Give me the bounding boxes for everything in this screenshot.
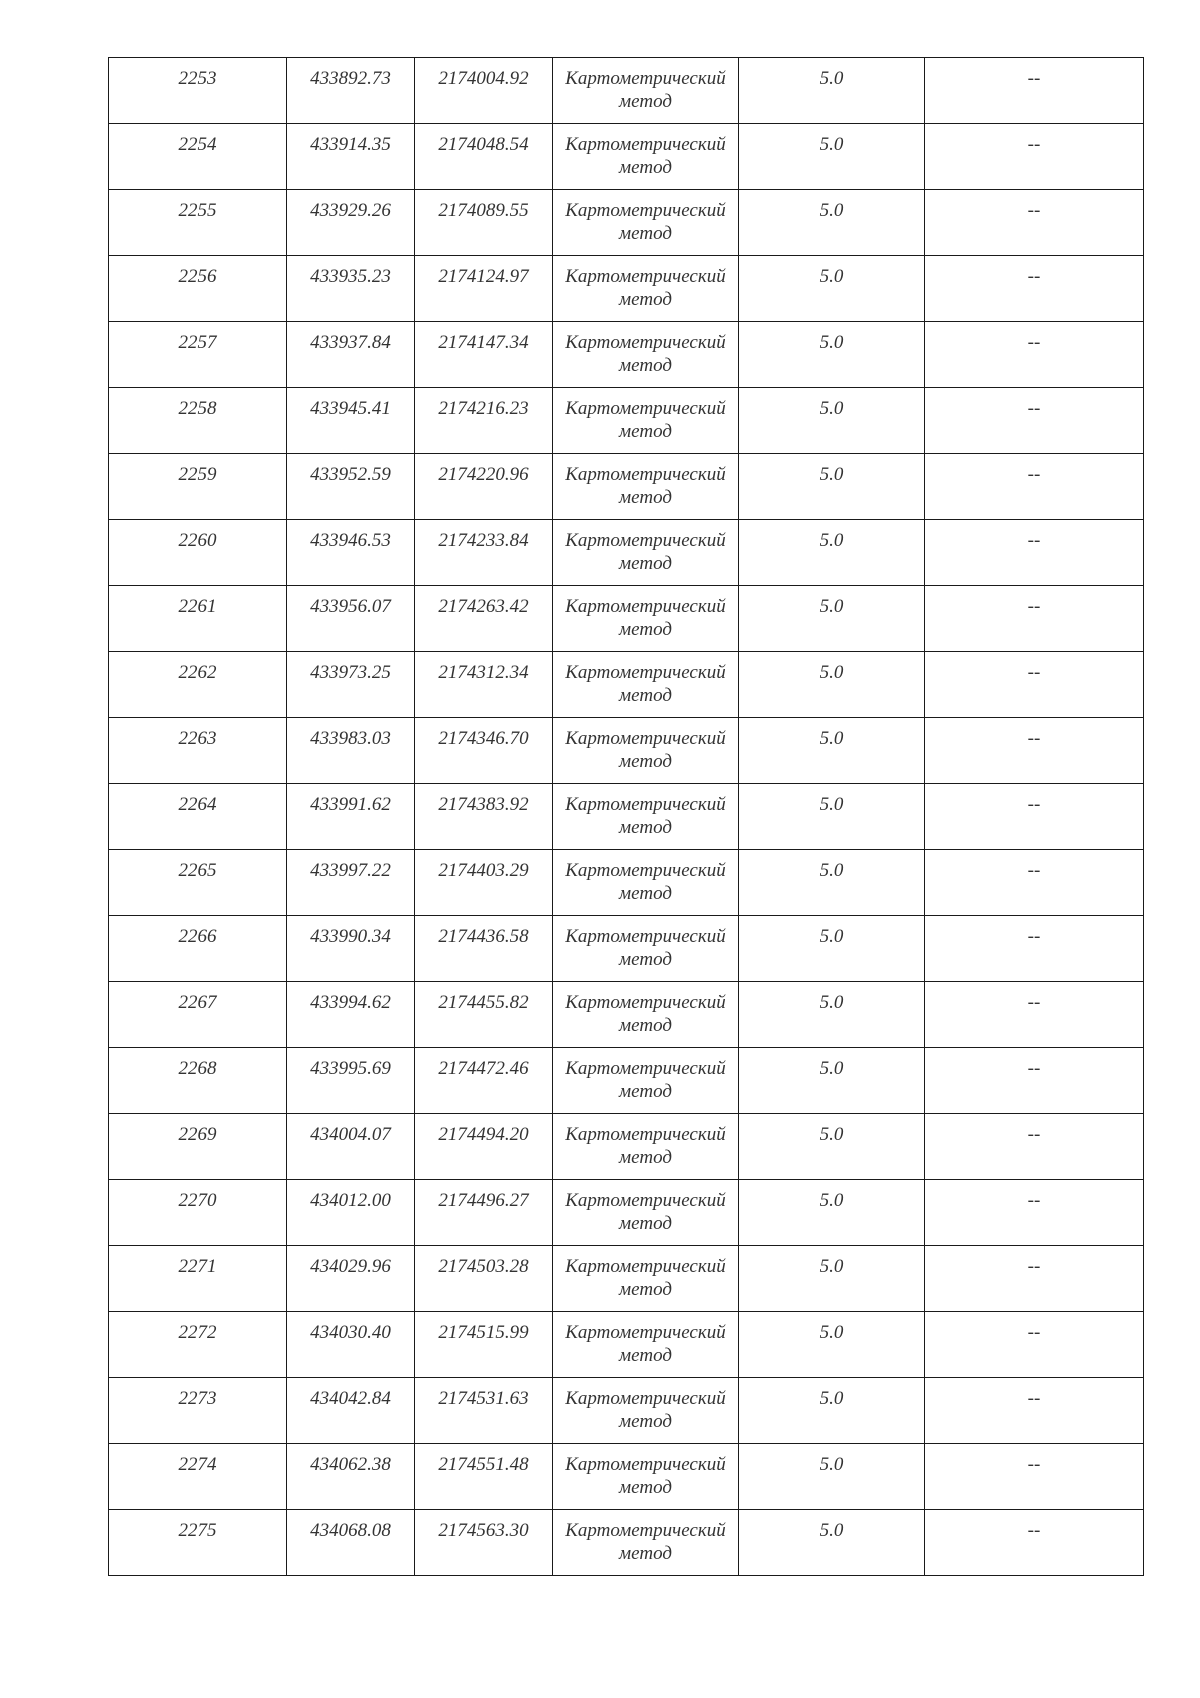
x-coordinate-cell: 433983.03 [287, 718, 415, 784]
y-coordinate-cell: 2174436.58 [415, 916, 553, 982]
x-coordinate-cell: 433946.53 [287, 520, 415, 586]
y-coordinate-cell: 2174263.42 [415, 586, 553, 652]
point-number-cell: 2256 [109, 256, 287, 322]
point-number-cell: 2267 [109, 982, 287, 1048]
method-cell [553, 850, 739, 916]
y-coordinate-cell: 2174503.28 [415, 1246, 553, 1312]
x-coordinate-cell: 433994.62 [287, 982, 415, 1048]
table-row [109, 454, 1144, 520]
table-row [109, 784, 1144, 850]
note-cell: -- [925, 256, 1144, 322]
y-coordinate-cell: 2174472.46 [415, 1048, 553, 1114]
method-text: Картометрический [565, 926, 726, 947]
point-number-cell: 2265 [109, 850, 287, 916]
y-coordinate-cell: 2174233.84 [415, 520, 553, 586]
accuracy-cell: 5.0 [739, 1444, 925, 1510]
note-cell: -- [925, 982, 1144, 1048]
accuracy-cell: 5.0 [739, 1114, 925, 1180]
method-text: метод [619, 1477, 672, 1498]
method-text: Картометрический [565, 860, 726, 881]
table-row [109, 1312, 1144, 1378]
accuracy-cell: 5.0 [739, 850, 925, 916]
x-coordinate-cell: 433892.73 [287, 58, 415, 124]
accuracy-cell: 5.0 [739, 586, 925, 652]
accuracy-cell: 5.0 [739, 982, 925, 1048]
method-text: метод [619, 1345, 672, 1366]
y-coordinate-cell: 2174403.29 [415, 850, 553, 916]
accuracy-cell: 5.0 [739, 1246, 925, 1312]
method-cell [553, 322, 739, 388]
x-coordinate-cell: 434030.40 [287, 1312, 415, 1378]
accuracy-cell: 5.0 [739, 520, 925, 586]
point-number-cell: 2269 [109, 1114, 287, 1180]
table-row [109, 256, 1144, 322]
method-cell [553, 982, 739, 1048]
note-cell: -- [925, 1246, 1144, 1312]
method-cell [553, 124, 739, 190]
table-row [109, 1378, 1144, 1444]
method-text: метод [619, 1015, 672, 1036]
method-cell [553, 454, 739, 520]
method-text: метод [619, 1147, 672, 1168]
note-cell: -- [925, 652, 1144, 718]
method-text: Картометрический [565, 1322, 726, 1343]
note-cell: -- [925, 454, 1144, 520]
method-cell [553, 1378, 739, 1444]
method-text: Картометрический [565, 266, 726, 287]
method-cell [553, 58, 739, 124]
note-cell: -- [925, 586, 1144, 652]
method-text: Картометрический [565, 530, 726, 551]
x-coordinate-cell: 434042.84 [287, 1378, 415, 1444]
method-text: метод [619, 1279, 672, 1300]
method-text: Картометрический [565, 1520, 726, 1541]
x-coordinate-cell: 434062.38 [287, 1444, 415, 1510]
note-cell: -- [925, 190, 1144, 256]
note-cell: -- [925, 520, 1144, 586]
y-coordinate-cell: 2174089.55 [415, 190, 553, 256]
accuracy-cell: 5.0 [739, 1312, 925, 1378]
y-coordinate-cell: 2174147.34 [415, 322, 553, 388]
note-cell: -- [925, 850, 1144, 916]
accuracy-cell: 5.0 [739, 256, 925, 322]
y-coordinate-cell: 2174494.20 [415, 1114, 553, 1180]
accuracy-cell: 5.0 [739, 1510, 925, 1576]
accuracy-cell: 5.0 [739, 388, 925, 454]
note-cell: -- [925, 58, 1144, 124]
method-text: Картометрический [565, 992, 726, 1013]
method-cell [553, 1510, 739, 1576]
table-row [109, 1510, 1144, 1576]
method-text: Картометрический [565, 1388, 726, 1409]
y-coordinate-cell: 2174346.70 [415, 718, 553, 784]
accuracy-cell: 5.0 [739, 1378, 925, 1444]
accuracy-cell: 5.0 [739, 652, 925, 718]
method-cell [553, 388, 739, 454]
accuracy-cell: 5.0 [739, 784, 925, 850]
table-row [109, 520, 1144, 586]
note-cell: -- [925, 1114, 1144, 1180]
method-cell [553, 1048, 739, 1114]
y-coordinate-cell: 2174515.99 [415, 1312, 553, 1378]
method-text: Картометрический [565, 662, 726, 683]
method-text: метод [619, 1543, 672, 1564]
point-number-cell: 2253 [109, 58, 287, 124]
point-number-cell: 2257 [109, 322, 287, 388]
point-number-cell: 2274 [109, 1444, 287, 1510]
note-cell: -- [925, 388, 1144, 454]
y-coordinate-cell: 2174004.92 [415, 58, 553, 124]
method-cell [553, 1312, 739, 1378]
method-cell [553, 1444, 739, 1510]
method-text: Картометрический [565, 134, 726, 155]
point-number-cell: 2272 [109, 1312, 287, 1378]
x-coordinate-cell: 433991.62 [287, 784, 415, 850]
note-cell: -- [925, 1510, 1144, 1576]
note-cell: -- [925, 1444, 1144, 1510]
method-text: метод [619, 157, 672, 178]
method-text: Картометрический [565, 1454, 726, 1475]
x-coordinate-cell: 433914.35 [287, 124, 415, 190]
method-cell [553, 1180, 739, 1246]
method-text: метод [619, 1213, 672, 1234]
x-coordinate-cell: 433935.23 [287, 256, 415, 322]
method-cell [553, 784, 739, 850]
point-number-cell: 2266 [109, 916, 287, 982]
table-row [109, 1114, 1144, 1180]
y-coordinate-cell: 2174124.97 [415, 256, 553, 322]
point-number-cell: 2273 [109, 1378, 287, 1444]
method-cell [553, 256, 739, 322]
accuracy-cell: 5.0 [739, 190, 925, 256]
method-text: Картометрический [565, 464, 726, 485]
table-row [109, 850, 1144, 916]
x-coordinate-cell: 434068.08 [287, 1510, 415, 1576]
table-row [109, 1444, 1144, 1510]
method-cell [553, 1246, 739, 1312]
point-number-cell: 2264 [109, 784, 287, 850]
note-cell: -- [925, 1048, 1144, 1114]
accuracy-cell: 5.0 [739, 1048, 925, 1114]
accuracy-cell: 5.0 [739, 58, 925, 124]
method-text: метод [619, 883, 672, 904]
y-coordinate-cell: 2174312.34 [415, 652, 553, 718]
point-number-cell: 2255 [109, 190, 287, 256]
accuracy-cell: 5.0 [739, 1180, 925, 1246]
method-text: метод [619, 1411, 672, 1432]
point-number-cell: 2254 [109, 124, 287, 190]
note-cell: -- [925, 1312, 1144, 1378]
accuracy-cell: 5.0 [739, 454, 925, 520]
point-number-cell: 2259 [109, 454, 287, 520]
method-cell [553, 586, 739, 652]
method-text: Картометрический [565, 332, 726, 353]
table-row [109, 1048, 1144, 1114]
method-text: метод [619, 1081, 672, 1102]
x-coordinate-cell: 433973.25 [287, 652, 415, 718]
y-coordinate-cell: 2174220.96 [415, 454, 553, 520]
method-cell [553, 916, 739, 982]
table-row [109, 652, 1144, 718]
point-number-cell: 2271 [109, 1246, 287, 1312]
method-text: метод [619, 751, 672, 772]
note-cell: -- [925, 784, 1144, 850]
y-coordinate-cell: 2174531.63 [415, 1378, 553, 1444]
method-cell [553, 718, 739, 784]
method-cell [553, 652, 739, 718]
x-coordinate-cell: 433937.84 [287, 322, 415, 388]
method-text: Картометрический [565, 200, 726, 221]
table-row [109, 718, 1144, 784]
point-number-cell: 2275 [109, 1510, 287, 1576]
note-cell: -- [925, 718, 1144, 784]
y-coordinate-cell: 2174563.30 [415, 1510, 553, 1576]
method-cell [553, 1114, 739, 1180]
table-row [109, 190, 1144, 256]
y-coordinate-cell: 2174383.92 [415, 784, 553, 850]
method-text: метод [619, 685, 672, 706]
method-text: метод [619, 91, 672, 112]
method-text: метод [619, 223, 672, 244]
accuracy-cell: 5.0 [739, 322, 925, 388]
accuracy-cell: 5.0 [739, 124, 925, 190]
table-row [109, 586, 1144, 652]
y-coordinate-cell: 2174551.48 [415, 1444, 553, 1510]
point-number-cell: 2268 [109, 1048, 287, 1114]
point-number-cell: 2270 [109, 1180, 287, 1246]
point-number-cell: 2263 [109, 718, 287, 784]
method-text: метод [619, 487, 672, 508]
y-coordinate-cell: 2174048.54 [415, 124, 553, 190]
x-coordinate-cell: 434029.96 [287, 1246, 415, 1312]
x-coordinate-cell: 433997.22 [287, 850, 415, 916]
point-number-cell: 2262 [109, 652, 287, 718]
table-row [109, 322, 1144, 388]
method-text: метод [619, 553, 672, 574]
note-cell: -- [925, 322, 1144, 388]
y-coordinate-cell: 2174496.27 [415, 1180, 553, 1246]
point-number-cell: 2261 [109, 586, 287, 652]
note-cell: -- [925, 916, 1144, 982]
point-number-cell: 2260 [109, 520, 287, 586]
method-text: Картометрический [565, 68, 726, 89]
y-coordinate-cell: 2174455.82 [415, 982, 553, 1048]
table-row [109, 388, 1144, 454]
note-cell: -- [925, 1378, 1144, 1444]
table-row [109, 1180, 1144, 1246]
table-row [109, 1246, 1144, 1312]
method-text: метод [619, 355, 672, 376]
method-text: Картометрический [565, 398, 726, 419]
method-text: Картометрический [565, 728, 726, 749]
method-text: метод [619, 949, 672, 970]
point-number-cell: 2258 [109, 388, 287, 454]
coordinates-table [108, 57, 1144, 1576]
method-text: метод [619, 289, 672, 310]
note-cell: -- [925, 124, 1144, 190]
x-coordinate-cell: 433956.07 [287, 586, 415, 652]
table-row [109, 58, 1144, 124]
method-text: метод [619, 619, 672, 640]
method-text: Картометрический [565, 1124, 726, 1145]
x-coordinate-cell: 433995.69 [287, 1048, 415, 1114]
method-text: Картометрический [565, 1190, 726, 1211]
method-text: Картометрический [565, 596, 726, 617]
table-row [109, 916, 1144, 982]
method-text: метод [619, 817, 672, 838]
method-cell [553, 190, 739, 256]
method-text: метод [619, 421, 672, 442]
x-coordinate-cell: 433990.34 [287, 916, 415, 982]
x-coordinate-cell: 433929.26 [287, 190, 415, 256]
x-coordinate-cell: 434004.07 [287, 1114, 415, 1180]
table-row [109, 124, 1144, 190]
method-text: Картометрический [565, 1058, 726, 1079]
accuracy-cell: 5.0 [739, 718, 925, 784]
note-cell: -- [925, 1180, 1144, 1246]
table-row [109, 982, 1144, 1048]
y-coordinate-cell: 2174216.23 [415, 388, 553, 454]
method-text: Картометрический [565, 1256, 726, 1277]
accuracy-cell: 5.0 [739, 916, 925, 982]
x-coordinate-cell: 433945.41 [287, 388, 415, 454]
table-body [109, 58, 1144, 1576]
method-cell [553, 520, 739, 586]
x-coordinate-cell: 433952.59 [287, 454, 415, 520]
method-text: Картометрический [565, 794, 726, 815]
x-coordinate-cell: 434012.00 [287, 1180, 415, 1246]
